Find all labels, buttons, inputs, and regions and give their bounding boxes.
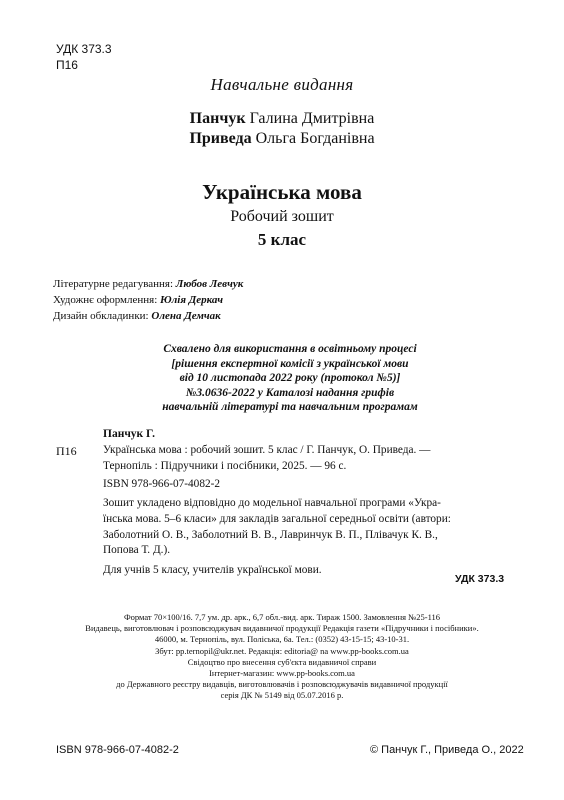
udc-code-top: УДК 373.3 (56, 42, 112, 56)
book-subtitle: Робочий зошит (230, 208, 334, 225)
credit-name: Любов Левчук (175, 278, 244, 290)
imprint-block (40, 612, 524, 702)
grade-label: 5 клас (257, 230, 307, 249)
approval-line: навчальній літературі та навчальним програмам (162, 401, 418, 413)
imprint-line: Інтернет-магазин: www.pp-books.com.ua (209, 668, 355, 679)
approval-line: Схвалено для використання в освітньому процесі (163, 343, 417, 355)
credit-line (53, 292, 243, 308)
footer-isbn: ISBN 978-966-07-4082-2 (56, 744, 179, 756)
description-line: Попова Т. Д.). (103, 544, 171, 557)
author-2-given: Ольга Богданівна (251, 130, 375, 147)
author-1 (0, 110, 564, 128)
footer-copyright: © Панчук Г., Приведа О., 2022 (370, 744, 524, 756)
author-1-surname: Панчук (189, 110, 246, 127)
catalog-isbn: ISBN 978-966-07-4082-2 (103, 478, 221, 490)
approval-line: №3.0636-2022 у Каталозі надання грифів (185, 386, 395, 399)
imprint-line: Свідоцтво про внесення суб'єкта видавничої справи (187, 656, 377, 667)
catalog-description (103, 496, 451, 559)
description-line: Зошит укладено відповідно до модельної навчальної програми «Укра- (103, 497, 441, 509)
approval-line: [рішення експертної комісії з української мови (171, 357, 409, 370)
series-label: Навчальне видання (210, 75, 354, 94)
imprint-line: 46000, м. Тернопіль, вул. Поліська, 6а. Тел.: (0352) 43-15-15; 43-10-31. (154, 634, 410, 645)
description-line: їнська мова. 5–6 класи» для закладів загальної середньої освіти (автори: (103, 512, 451, 525)
credit-line (53, 276, 243, 292)
catalog-author: Панчук Г. (103, 428, 155, 440)
imprint-line: Збут: pp.ternopil@ukr.net. Редакція: editoria@ na www.pp-books.com.ua (155, 645, 409, 656)
catalog-line-1: Українська мова : робочий зошит. 5 клас / Г. Панчук, О. Приведа. — (103, 444, 431, 456)
index-code-top: П16 (56, 58, 78, 72)
approval-stamp (100, 342, 480, 415)
approval-line: від 10 листопада 2022 року (протокол №5)] (179, 372, 401, 384)
author-1-given: Галина Дмитрівна (245, 110, 375, 127)
author-2-surname: Приведа (189, 130, 252, 147)
catalog-line-2: Тернопіль : Підручники і посібники, 2025. — 96 с. (103, 460, 347, 472)
imprint-line: Видавець, виготовлювач і розповсюджувач видавничої продукції Редакція газети «Підручники і посібники». (85, 623, 479, 634)
credit-role: Літературне редагування: (53, 278, 176, 290)
credit-name: Олена Демчак (151, 310, 221, 322)
imprint-line: до Державного реєстру видавців, виготовлювачів і розповсюджувачів видавничої продукції (116, 679, 448, 690)
book-title: Українська мова (202, 180, 362, 204)
catalog-audience: Для учнів 5 класу, учителів української мови. (103, 564, 322, 576)
credit-name: Юлія Деркач (160, 294, 224, 306)
imprint-line: Формат 70×100/16. 7,7 ум. др. арк., 6,7 обл.-вид. арк. Тираж 1500. Замовлення №25-116 (123, 612, 441, 622)
credit-role: Художнє оформлення: (53, 294, 160, 306)
catalog-index: П16 (56, 444, 77, 458)
author-2 (0, 130, 564, 148)
credits-block (53, 276, 243, 324)
credit-role: Дизайн обкладинки: (53, 310, 152, 322)
catalog-udc: УДК 373.3 (455, 573, 505, 585)
description-line: Заболотний О. В., Заболотний В. В., Лавринчук В. П., Плівачук К. В., (103, 528, 438, 541)
credit-line (53, 308, 243, 324)
imprint-line: серія ДК № 5149 від 05.07.2016 р. (220, 690, 344, 701)
